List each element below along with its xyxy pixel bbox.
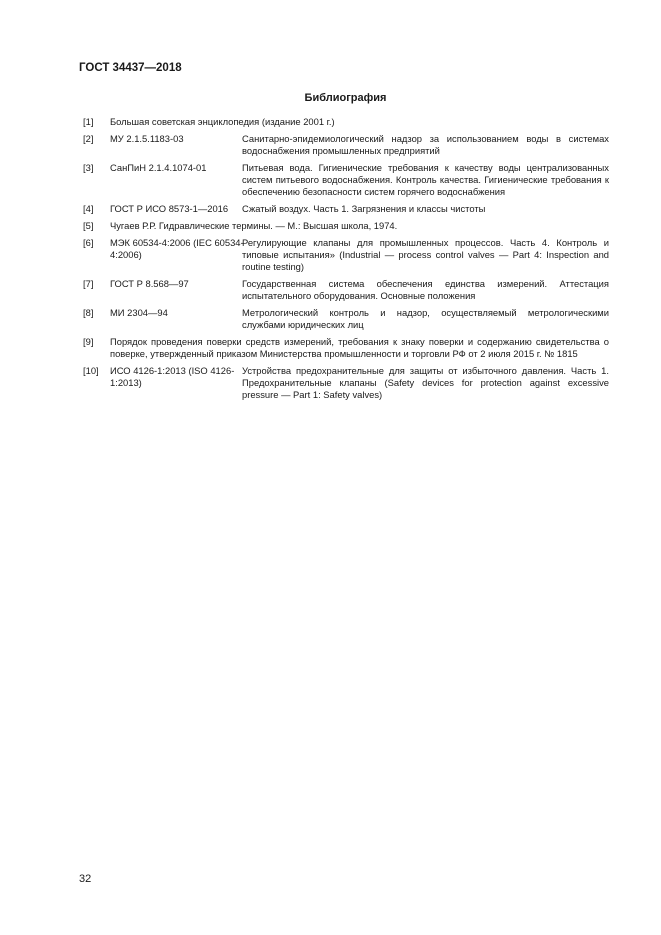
entry-source: СанПиН 2.1.4.1074-01 [110,161,207,173]
entry-number: [4] [83,203,94,214]
entry-description: Питьевая вода. Гигиенические требования к качеству воды централизованных систем питьевого водоснабжения. Контроль качества. Гигиенические требования к обеспечению безопасности систем горячего водоснабжения [242,161,609,198]
entry-description: Санитарно-эпидемиологический надзор за использованием воды в системах водоснабжения промышленных предприятий [242,132,609,156]
entry-source: ГОСТ Р 8.568—97 [110,277,189,289]
entry-number: [2] [83,132,94,144]
entry-description: Метрологический контроль и надзор, осуществляемый метрологическими службами юридических лиц [242,306,609,330]
entry-source: ГОСТ Р ИСО 8573-1—2016 [110,203,229,214]
bibliography-entry-4 [83,203,609,215]
bibliography-entry-2 [83,133,609,157]
bibliography-entry-7 [83,278,609,302]
bibliography-entry-9 [83,336,609,360]
entry-description: Устройства предохранительные для защиты от избыточного давления. Часть 1. Предохранительные клапаны (Safety devices for protection against excessive pressure — Part 1: Safety valves) [242,364,609,401]
entry-number: [9] [83,335,94,347]
bibliography-list [83,116,609,406]
entry-source: МЭК 60534-4:2006 (IEC 60534-4:2006) [110,236,244,260]
entry-full-text: Порядок проведения поверки средств измерений, требования к знаку поверки и содержанию свидетельства о поверке, утвержденный приказом Министерства промышленности и торговли РФ от 2 июля 2015 г. № 1815 [110,335,609,359]
entry-number: [7] [83,277,94,289]
entry-number: [6] [83,236,94,248]
bibliography-entry-3 [83,162,609,199]
entry-description: Сжатый воздух. Часть 1. Загрязнения и классы чистоты [242,203,486,214]
entry-full-text: Чугаев Р.Р. Гидравлические термины. — М.: Высшая школа, 1974. [110,219,398,231]
entry-number: [10] [83,364,99,376]
entry-description: Государственная система обеспечения единства измерений. Аттестация испытательного оборудования. Основные положения [242,277,609,301]
entry-source: МИ 2304—94 [110,306,168,318]
bibliography-entry-10 [83,365,609,402]
bibliography-entry-5 [83,220,609,232]
entry-source: МУ 2.1.5.1183-03 [110,132,184,144]
entry-source: ИСО 4126-1:2013 (ISO 4126-1:2013) [110,364,235,388]
entry-full-text: Большая советская энциклопедия (издание 2001 г.) [110,116,335,127]
entry-number: [5] [83,219,94,231]
document-header: ГОСТ 34437—2018 [79,62,182,74]
page-number: 32 [79,873,92,885]
entry-description: Регулирующие клапаны для промышленных процессов. Часть 4. Контроль и типовые испытания» (Industrial — process control valves — Part 4: Inspection and routine testing) [242,236,609,272]
entry-number: [8] [83,306,94,318]
bibliography-entry-6 [83,237,609,274]
bibliography-entry-8 [83,307,609,331]
bibliography-entry-1 [83,116,609,128]
entry-number: [1] [83,116,94,127]
entry-number: [3] [83,161,94,173]
bibliography-title: Библиография [304,92,387,104]
